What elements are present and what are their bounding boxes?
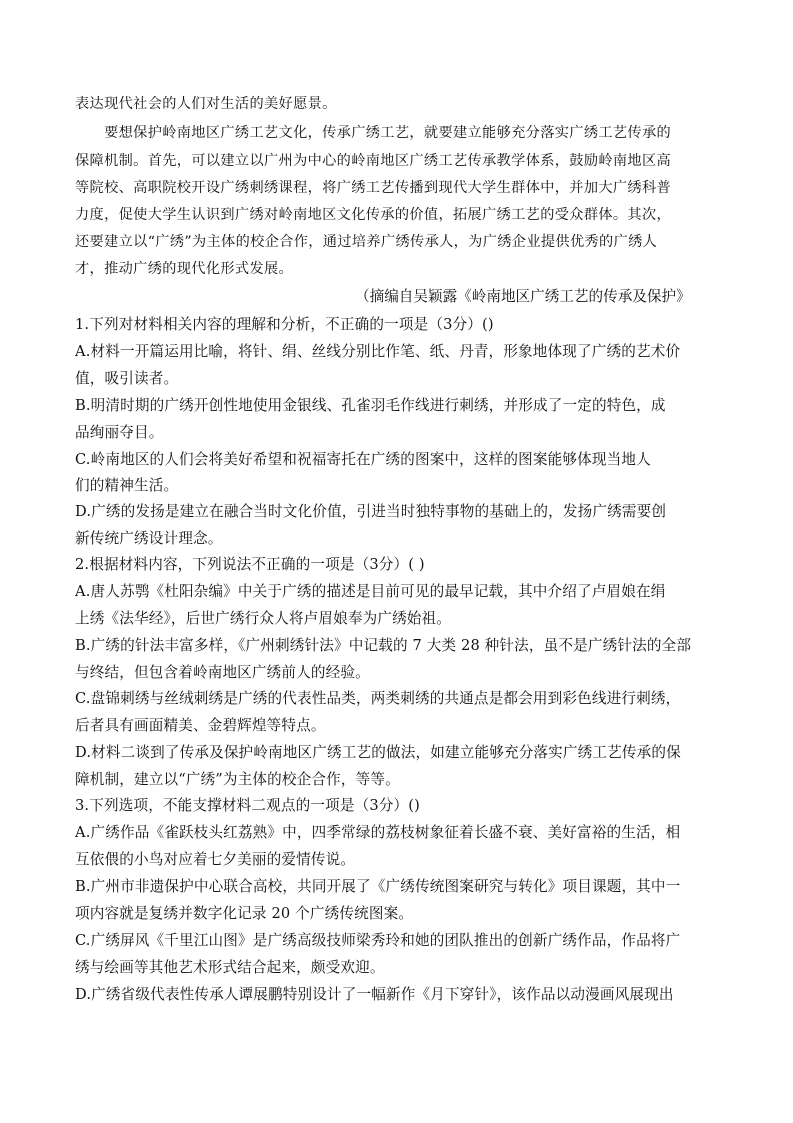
option-line: 品绚丽夺目。 <box>75 424 164 441</box>
passage-line: 等院校、高职院校开设广绣刺绣课程，将广绣工艺传播到现代大学生群体中，并加大广绣科普 <box>75 180 672 196</box>
option-line: D.广绣省级代表性传承人谭展鹏特别设计了一幅新作《月下穿针》，该作品以动漫画风展现出 <box>75 986 674 1003</box>
option-line: 互依偎的小鸟对应着七夕美丽的爱情传说。 <box>75 851 356 868</box>
option-line: B.明清时期的广绣开创性地使用金银线、孔雀羽毛作线进行刺绣，并形成了一定的特色，成 <box>75 397 666 414</box>
option-line: C.广绣屏风《千里江山图》是广绣高级技师梁秀玲和她的团队推出的创新广绣作品，作品将广 <box>75 932 681 949</box>
option-line: 新传统广绣设计理念。 <box>75 530 223 547</box>
passage-line: 表达现代社会的人们对生活的美好愿景。 <box>75 96 337 112</box>
option-line: A.广绣作品《雀跃枝头红荔熟》中，四季常绿的荔枝树象征着长盛不衰、美好富裕的生活，相 <box>75 824 681 841</box>
option-line: B.广绣的针法丰富多样，《广州刺绣针法》中记载的 7 大类 28 种针法，虽不是广绣针法的全部 <box>75 637 692 654</box>
question-2-stem: 2.根据材料内容，下列说法不正确的一项是（3分）( ) <box>75 556 425 573</box>
option-line: A.材料一开篇运用比喻，将针、绢、丝线分别比作笔、纸、丹青，形象地体现了广绣的艺术价 <box>75 343 681 360</box>
option-line: 们的精神生活。 <box>75 477 179 494</box>
option-line: 上绣《法华经》，后世广绣行众人将卢眉娘奉为广绣始祖。 <box>75 610 452 627</box>
passage-line: 力度，促使大学生认识到广绣对岭南地区文化传承的价值，拓展广绣工艺的受众群体。其次， <box>75 207 672 223</box>
passage-line: 才，推动广绣的现代化形式发展。 <box>75 261 294 277</box>
option-line: B.广州市非遗保护中心联合高校，共同开展了《广绣传统图案研究与转化》项目课题，其中一 <box>75 878 681 895</box>
option-line: A.唐人苏鹗《杜阳杂编》中关于广绣的描述是目前可见的最早记载，其中介绍了卢眉娘在绢 <box>75 583 666 600</box>
option-line: C.盘锦刺绣与丝绒刺绣是广绣的代表性品类，两类刺绣的共通点是都会用到彩色线进行刺绣， <box>75 690 681 707</box>
option-line: D.材料二谈到了传承及保护岭南地区广绣工艺的做法，如建立能够充分落实广绣工艺传承的保 <box>75 744 681 761</box>
option-line: 后者具有画面精美、金碧辉煌等特点。 <box>75 717 326 734</box>
passage-line: 保障机制。首先，可以建立以广州为中心的岭南地区广绣工艺传承教学体系，鼓励岭南地区高 <box>75 153 672 169</box>
passage-line: 还要建立以“广绣”为主体的校企合作，通过培养广绣传承人，为广绣企业提供优秀的广绣人 <box>75 234 658 250</box>
passage-source: （摘编自吴颖露《岭南地区广绣工艺的传承及保护》 <box>355 288 691 305</box>
question-3-stem: 3.下列选项，不能支撑材料二观点的一项是（3分）() <box>75 797 420 814</box>
option-line: C.岭南地区的人们会将美好希望和祝福寄托在广绣的图案中，这样的图案能够体现当地人 <box>75 451 651 468</box>
option-line: 值，吸引读者。 <box>75 370 179 387</box>
passage-line: 要想保护岭南地区广绣工艺文化，传承广绣工艺，就要建立能够充分落实广绣工艺传承的 <box>75 125 672 141</box>
option-line: D.广绣的发扬是建立在融合当时文化价值，引进当时独特事物的基础上的，发扬广绣需要创 <box>75 503 667 520</box>
question-1-stem: 1.下列对材料相关内容的理解和分析，不正确的一项是（3分）() <box>75 316 494 333</box>
option-line: 绣与绘画等其他艺术形式结合起来，颇受欢迎。 <box>75 959 385 976</box>
option-line: 与终结，但包含着岭南地区广绣前人的经验。 <box>75 664 370 681</box>
option-line: 障机制，建立以“广绣”为主体的校企合作，等等。 <box>75 771 400 788</box>
option-line: 项内容就是复绣并数字化记录 20 个广绣传统图案。 <box>75 905 414 922</box>
